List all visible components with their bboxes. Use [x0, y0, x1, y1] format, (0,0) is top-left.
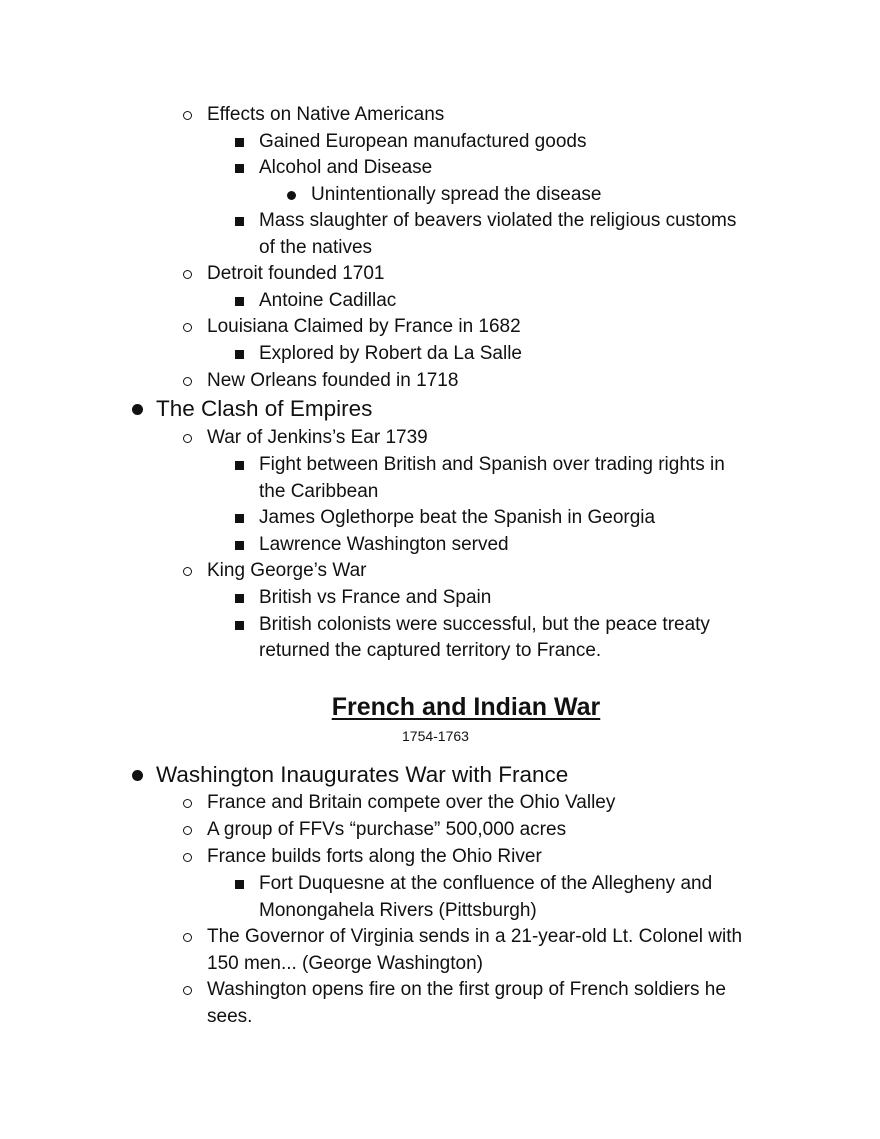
list-item-treaty-cont: returned the captured territory to France.	[259, 640, 602, 661]
square-bullet-icon	[235, 138, 244, 147]
list-item-beavers: Mass slaughter of beavers violated the religious customs	[259, 210, 737, 231]
square-bullet-icon	[235, 297, 244, 306]
list-item-effects: Effects on Native Americans	[207, 104, 445, 125]
square-bullet-icon	[235, 880, 244, 889]
list-item-ohio-valley: France and Britain compete over the Ohio Valley	[207, 792, 616, 813]
list-item-duquesne: Fort Duquesne at the confluence of the Allegheny and	[259, 873, 713, 894]
hollow-circle-bullet-icon	[183, 111, 192, 120]
square-bullet-icon	[235, 350, 244, 359]
list-item-governor-cont: 150 men... (George Washington)	[207, 953, 483, 974]
hollow-circle-bullet-icon	[183, 323, 192, 332]
square-bullet-icon	[235, 514, 244, 523]
list-item-governor: The Governor of Virginia sends in a 21-year-old Lt. Colonel with	[207, 926, 743, 947]
square-bullet-icon	[235, 217, 244, 226]
hollow-circle-bullet-icon	[183, 933, 192, 942]
hollow-circle-bullet-icon	[183, 986, 192, 995]
list-item-opens-fire-cont: sees.	[207, 1006, 253, 1027]
list-item-forts: France builds forts along the Ohio River	[207, 846, 542, 867]
hollow-circle-bullet-icon	[183, 270, 192, 279]
hollow-circle-bullet-icon	[183, 434, 192, 443]
list-item-british-vs: British vs France and Spain	[259, 587, 492, 608]
list-item-fight-cont: the Caribbean	[259, 481, 379, 502]
list-item-duquesne-cont: Monongahela Rivers (Pittsburgh)	[259, 900, 537, 921]
disc-bullet-icon	[132, 770, 143, 781]
list-item-cadillac: Antoine Cadillac	[259, 290, 397, 311]
list-item-lasalle: Explored by Robert da La Salle	[259, 343, 522, 364]
list-item-oglethorpe: James Oglethorpe beat the Spanish in Georgia	[259, 507, 656, 528]
square-bullet-icon	[235, 621, 244, 630]
list-item-ffvs: A group of FFVs “purchase” 500,000 acres	[207, 819, 567, 840]
dates-text: 1754-1763	[402, 728, 469, 744]
list-item-louisiana: Louisiana Claimed by France in 1682	[207, 316, 521, 337]
list-item-disease: Unintentionally spread the disease	[311, 184, 602, 205]
list-item-jenkins: War of Jenkins’s Ear 1739	[207, 427, 428, 448]
list-item-detroit: Detroit founded 1701	[207, 263, 385, 284]
section-title-washington: Washington Inaugurates War with France	[156, 762, 569, 787]
list-item-treaty: British colonists were successful, but the peace treaty	[259, 614, 710, 635]
hollow-circle-bullet-icon	[183, 377, 192, 386]
hollow-circle-bullet-icon	[183, 799, 192, 808]
list-item-beavers-cont: of the natives	[259, 237, 373, 258]
square-bullet-icon	[235, 461, 244, 470]
section-title-clash: The Clash of Empires	[156, 396, 373, 421]
page-heading: French and Indian War	[331, 693, 601, 721]
square-bullet-icon	[235, 594, 244, 603]
list-item-opens-fire: Washington opens fire on the first group of French soldiers he	[207, 979, 726, 1000]
hollow-circle-bullet-icon	[183, 826, 192, 835]
hollow-circle-bullet-icon	[183, 567, 192, 576]
list-item-king-george: King George’s War	[207, 560, 367, 581]
hollow-circle-bullet-icon	[183, 853, 192, 862]
list-item-alcohol: Alcohol and Disease	[259, 157, 433, 178]
list-item-fight: Fight between British and Spanish over trading rights in	[259, 454, 725, 475]
square-bullet-icon	[235, 164, 244, 173]
disc-bullet-icon	[132, 404, 143, 415]
list-item-new-orleans: New Orleans founded in 1718	[207, 370, 459, 391]
disc-bullet-icon	[287, 191, 296, 200]
square-bullet-icon	[235, 541, 244, 550]
list-item-goods: Gained European manufactured goods	[259, 131, 587, 152]
list-item-lawrence: Lawrence Washington served	[259, 534, 509, 555]
